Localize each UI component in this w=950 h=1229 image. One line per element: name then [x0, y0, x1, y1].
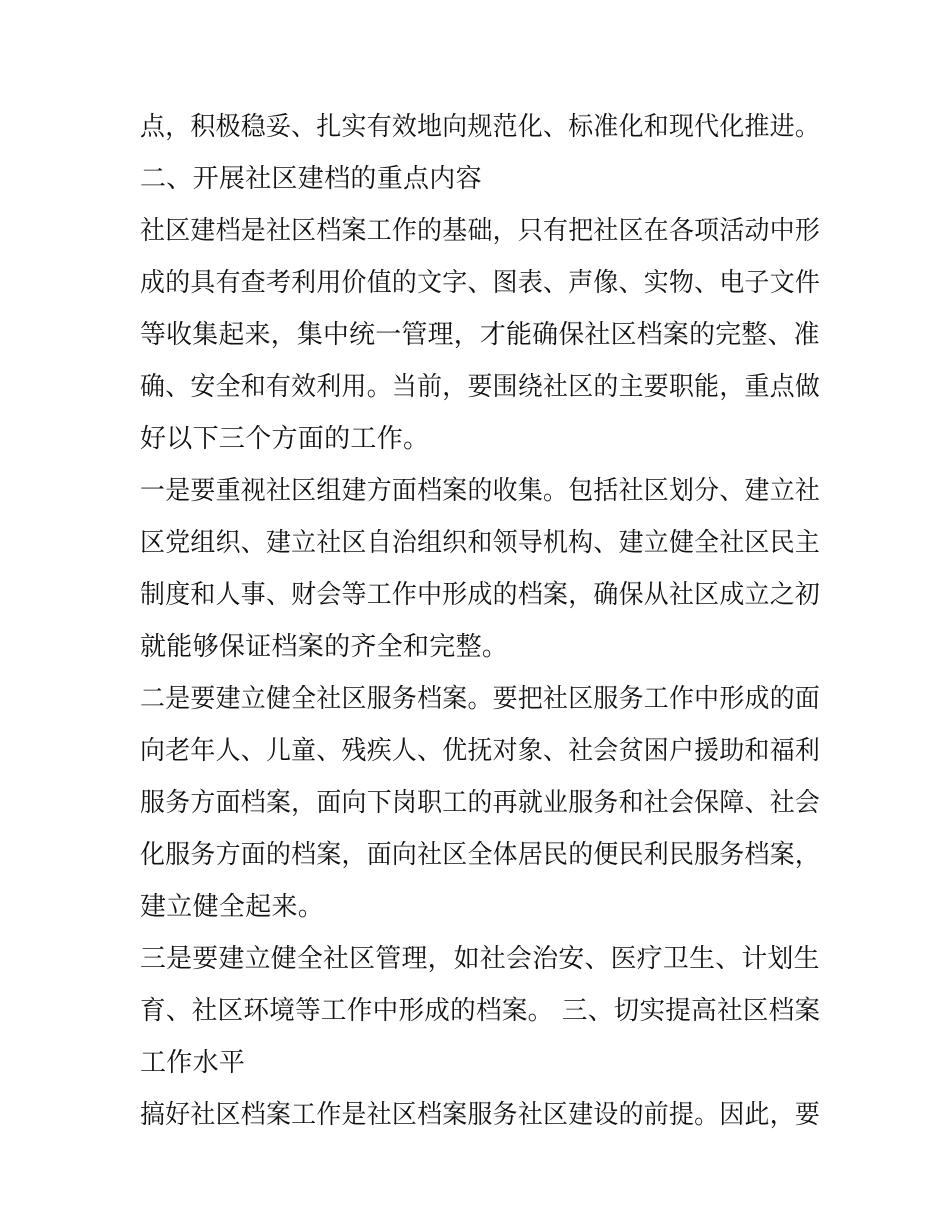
text-line: 二是要建立健全社区服务档案。要把社区服务工作中形成的面	[140, 684, 821, 714]
text-line: 服务方面档案，面向下岗职工的再就业服务和社会保障、社会	[140, 788, 821, 818]
text-line: 就能够保证档案的齐全和完整。	[140, 632, 509, 662]
text-line: 等收集起来，集中统一管理，才能确保社区档案的完整、准	[140, 320, 820, 350]
text-line: 建立健全起来。	[140, 892, 325, 922]
text-line: 确、安全和有效利用。当前，要围绕社区的主要职能，重点做	[140, 372, 821, 402]
text-line: 社区建档是社区档案工作的基础，只有把社区在各项活动中形	[140, 216, 821, 246]
text-line: 三是要建立健全社区管理，如社会治安、医疗卫生、计划生	[140, 944, 820, 974]
section-heading: 二、开展社区建档的重点内容	[140, 164, 482, 194]
text-line: 育、社区环境等工作中形成的档案。 三、切实提高社区档案	[140, 996, 821, 1026]
text-line: 一是要重视社区组建方面档案的收集。包括社区划分、建立社	[140, 476, 821, 506]
text-line: 向老年人、儿童、残疾人、优抚对象、社会贫困户援助和福利	[140, 736, 821, 766]
text-line: 化服务方面的档案，面向社区全体居民的便民利民服务档案，	[140, 840, 821, 870]
text-line: 好以下三个方面的工作。	[140, 424, 430, 454]
text-line: 区党组织、建立社区自治组织和领导机构、建立健全社区民主	[140, 528, 821, 558]
text-line: 工作水平	[140, 1048, 246, 1078]
text-line: 成的具有查考利用价值的文字、图表、声像、实物、电子文件	[140, 268, 821, 298]
text-line: 点，积极稳妥、扎实有效地向规范化、标准化和现代化推进。	[140, 112, 821, 142]
text-line: 搞好社区档案工作是社区档案服务社区建设的前提。因此，要	[140, 1100, 821, 1130]
text-line: 制度和人事、财会等工作中形成的档案，确保从社区成立之初	[140, 580, 821, 610]
